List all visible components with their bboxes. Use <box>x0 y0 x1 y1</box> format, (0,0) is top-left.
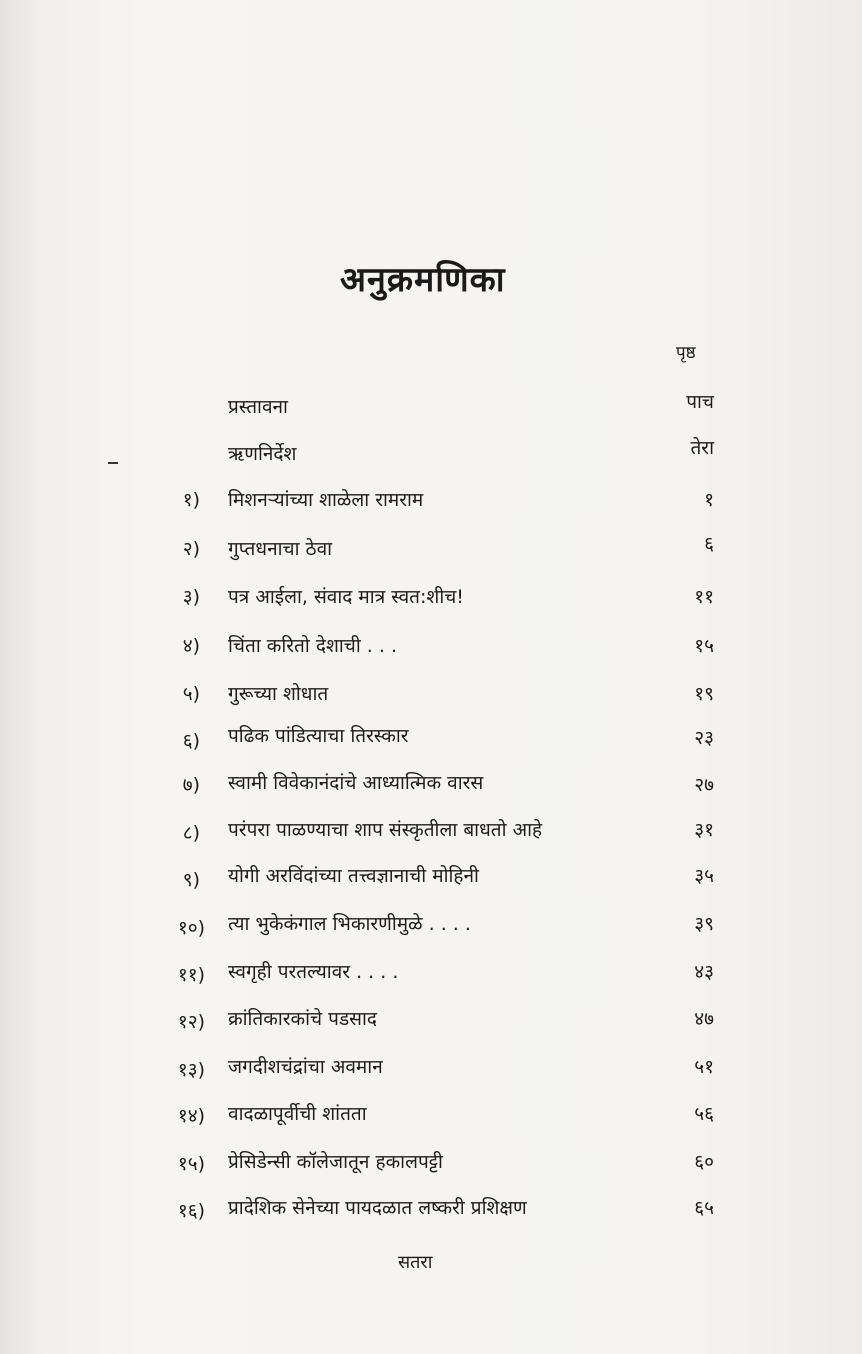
chapter-page: ५६ <box>694 1103 714 1125</box>
chapter-number: ५) <box>182 683 200 705</box>
chapter-page: ३९ <box>694 913 714 935</box>
chapter-number: १३) <box>177 1059 205 1081</box>
chapter-page: ६० <box>694 1151 714 1173</box>
chapter-page: १९ <box>694 683 714 705</box>
chapter-title: पत्र आईला, संवाद मात्र स्वत:शीच! <box>228 586 464 608</box>
chapter-title: गुप्तधनाचा ठेवा <box>228 538 333 560</box>
front-matter-title: प्रस्तावना <box>228 396 288 418</box>
chapter-page: ५१ <box>694 1056 714 1078</box>
page-column-label: पृष्ठ <box>676 343 696 363</box>
chapter-number: २) <box>182 538 200 560</box>
chapter-title: स्वामी विवेकानंदांचे आध्यात्मिक वारस <box>228 772 484 794</box>
chapter-page: २३ <box>694 727 714 749</box>
chapter-title: त्या भुकेकंगाल भिकारणीमुळे . . . . <box>228 913 471 935</box>
chapter-page: ४७ <box>694 1008 714 1030</box>
chapter-page: ४३ <box>694 961 714 983</box>
chapter-title: पढिक पांडित्याचा तिरस्कार <box>228 725 409 747</box>
chapter-number: १०) <box>177 917 205 939</box>
chapter-title: परंपरा पाळण्याचा शाप संस्कृतीला बाधतो आहे <box>228 819 543 841</box>
chapter-page: १५ <box>694 635 714 657</box>
front-matter-page: पाच <box>686 391 714 413</box>
chapter-page: २७ <box>694 774 714 796</box>
chapter-title: वादळापूर्वीची शांतता <box>228 1103 367 1125</box>
chapter-title: जगदीशचंद्रांचा अवमान <box>228 1056 383 1078</box>
chapter-title: गुरूच्या शोधात <box>228 683 329 705</box>
chapter-number: १) <box>182 489 200 511</box>
chapter-page: ६५ <box>694 1197 714 1219</box>
chapter-title: प्रादेशिक सेनेच्या पायदळात लष्करी प्रशिक्षण <box>228 1197 527 1219</box>
chapter-page: ३५ <box>694 865 714 887</box>
chapter-title: प्रेसिडेन्सी कॉलेजातून हकालपट्टी <box>228 1151 443 1173</box>
chapter-number: ४) <box>182 635 200 657</box>
chapter-number: १२) <box>177 1011 205 1033</box>
chapter-title: स्वगृही परतल्यावर . . . . <box>228 961 399 983</box>
chapter-title: चिंता करितो देशाची . . . <box>228 635 398 657</box>
chapter-number: १५) <box>177 1153 205 1175</box>
chapter-number: १४) <box>177 1105 205 1127</box>
chapter-number: १६) <box>177 1200 205 1222</box>
chapter-page: ३१ <box>694 819 714 841</box>
chapter-number: ६) <box>182 730 200 752</box>
front-matter-title: ऋणनिर्देश <box>228 443 297 465</box>
page-title: अनुक्रमणिका <box>340 260 506 300</box>
chapter-number: ९) <box>182 869 200 891</box>
front-matter-page: तेरा <box>690 437 714 459</box>
chapter-page: ११ <box>694 586 714 608</box>
ink-mark <box>108 462 118 464</box>
chapter-number: ११) <box>177 964 205 986</box>
chapter-number: ३) <box>182 586 200 608</box>
page-number-footer: सतरा <box>398 1252 433 1273</box>
chapter-number: ८) <box>182 822 200 844</box>
chapter-number: ७) <box>182 774 200 796</box>
chapter-page: १ <box>704 489 714 511</box>
chapter-page: ६ <box>704 533 714 555</box>
chapter-title: मिशनऱ्यांच्या शाळेला रामराम <box>228 489 424 511</box>
chapter-title: क्रांतिकारकांचे पडसाद <box>228 1008 377 1030</box>
chapter-title: योगी अरविंदांच्या तत्त्वज्ञानाची मोहिनी <box>228 865 479 887</box>
